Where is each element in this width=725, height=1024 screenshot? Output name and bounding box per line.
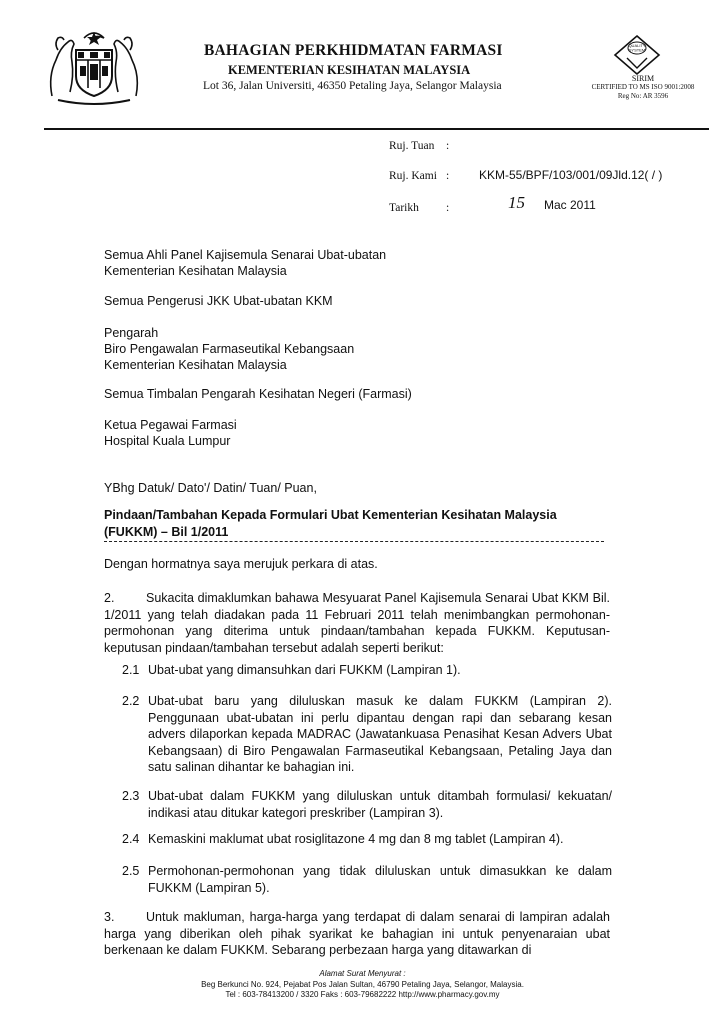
sirim-certificate: CERTIFIED TO MS ISO 9001:2008	[591, 83, 695, 91]
footer-address: Beg Berkunci No. 924, Pejabat Pos Jalan Sultan, 46790 Petaling Jaya, Selangor, Malaysia.	[201, 979, 524, 989]
ref-kami-colon: :	[446, 170, 450, 182]
list-item	[122, 831, 612, 848]
footer-contacts: Tel : 603-78413200 / 3320 Faks : 603-79682222 http://www.pharmacy.gov.my	[225, 990, 500, 999]
ministry-name: KEMENTERIAN KESIHATAN MALAYSIA	[228, 63, 471, 77]
footer-address-title: Alamat Surat Menyurat :	[319, 969, 406, 978]
date-value: Mac 2011	[544, 198, 596, 212]
header-divider	[44, 128, 709, 130]
subject-dashed-rule	[104, 541, 604, 542]
item-text: Ubat-ubat yang dimansuhkan dari FUKKM (Lampiran 1).	[148, 663, 461, 677]
item-number: 2.3	[122, 789, 140, 803]
item-number: 2.2	[122, 694, 140, 708]
svg-text:SYSTEM: SYSTEM	[628, 47, 646, 53]
subject-line-2: (FUKKM) – Bil 1/2011	[104, 525, 229, 539]
department-address: Lot 36, Jalan Universiti, 46350 Petaling Jaya, Selangor Malaysia	[203, 80, 502, 92]
item-number: 2.5	[122, 864, 140, 878]
recipient-line: Pengarah	[104, 326, 159, 340]
recipient-line: Ketua Pegawai Farmasi	[104, 418, 237, 432]
recipient-line: Semua Pengerusi JKK Ubat-ubatan KKM	[104, 294, 333, 308]
item-text: Ubat-ubat baru yang diluluskan masuk ke dalam FUKKM (Lampiran 2). Penggunaan ubat-ubatan ini perlu dipantau dengan rapi dan sebarang kesan advers dilaporkan kepada MADRAC (Jawatankuasa Penasihat Kesan Advers Ubat Kebangsaan) di Biro Pengawalan Farmaseutikal Kebangsaan, Petaling Jaya dan satu salinan dihantar ke bahagian ini.	[148, 694, 612, 774]
list-item	[122, 863, 612, 896]
date-handwritten-day: 15	[508, 193, 525, 212]
malaysia-coat-of-arms-icon	[44, 26, 144, 106]
item-number: 2.4	[122, 832, 140, 846]
sirim-registration: Reg No: AR 3596	[617, 92, 669, 100]
ref-kami-value: KKM-55/BPF/103/001/09Jld.12( / )	[479, 168, 663, 182]
item-text: Kemaskini maklumat ubat rosiglitazone 4 mg dan 8 mg tablet (Lampiran 4).	[148, 832, 564, 846]
date-colon: :	[446, 202, 450, 214]
recipient-line: Semua Timbalan Pengarah Kesihatan Negeri (Farmasi)	[104, 387, 412, 401]
paragraph-3	[104, 909, 610, 959]
department-title: BAHAGIAN PERKHIDMATAN FARMASI	[204, 42, 503, 59]
quality-system-diamond-icon	[613, 34, 661, 76]
ref-tuan-label: Ruj. Tuan	[389, 140, 435, 152]
paragraph-text: Untuk makluman, harga-harga yang terdapat di dalam senarai di lampiran adalah harga yang diberikan oleh pihak syarikat ke bahagian ini untuk penyenaraian ubat berkenaan ke dalam FUKKM. Sebarang perbezaan harga yang ditawarkan di	[104, 910, 610, 957]
item-number: 2.1	[122, 663, 140, 677]
ref-kami-label: Ruj. Kami	[389, 170, 437, 182]
recipient-line: Biro Pengawalan Farmaseutikal Kebangsaan	[104, 342, 355, 356]
recipient-line: Hospital Kuala Lumpur	[104, 434, 231, 448]
salutation: YBhg Datuk/ Dato'/ Datin/ Tuan/ Puan,	[104, 481, 317, 495]
sirim-certification	[588, 74, 698, 101]
recipient-line: Kementerian Kesihatan Malaysia	[104, 358, 287, 372]
recipient-line: Semua Ahli Panel Kajisemula Senarai Ubat-ubatan	[104, 248, 387, 262]
date-label: Tarikh	[389, 202, 419, 214]
svg-text:QUALITY: QUALITY	[628, 43, 646, 48]
ref-tuan-colon: :	[446, 140, 450, 152]
recipient-line: Kementerian Kesihatan Malaysia	[104, 264, 287, 278]
item-text: Ubat-ubat dalam FUKKM yang diluluskan untuk ditambah formulasi/ kekuatan/ indikasi atau ditukar kategori preskriber (Lampiran 3).	[148, 789, 612, 820]
subject-line-1: Pindaan/Tambahan Kepada Formulari Ubat Kementerian Kesihatan Malaysia	[104, 508, 557, 522]
paragraph-2	[104, 590, 610, 656]
paragraph-number: 3.	[104, 910, 115, 924]
opening-sentence: Dengan hormatnya saya merujuk perkara di atas.	[104, 557, 378, 571]
list-item	[122, 693, 612, 776]
letter-footer	[0, 969, 725, 1001]
list-item	[122, 788, 612, 821]
paragraph-number: 2.	[104, 591, 115, 605]
sirim-name: SIRIM	[631, 74, 655, 83]
item-text: Permohonan-permohonan yang tidak diluluskan untuk dimasukkan ke dalam FUKKM (Lampiran 5).	[148, 864, 612, 895]
paragraph-text: Sukacita dimaklumkan bahawa Mesyuarat Panel Kajisemula Senarai Ubat KKM Bil. 1/2011 yang telah diadakan pada 11 Februari 2011 telah menimbangkan permohonan-permohonan yang diterima untuk pindaan/tambahan kepada FUKKM. Keputusan-keputusan pindaan/tambahan tersebut adalah seperti berikut:	[104, 591, 610, 655]
list-item	[122, 662, 612, 679]
